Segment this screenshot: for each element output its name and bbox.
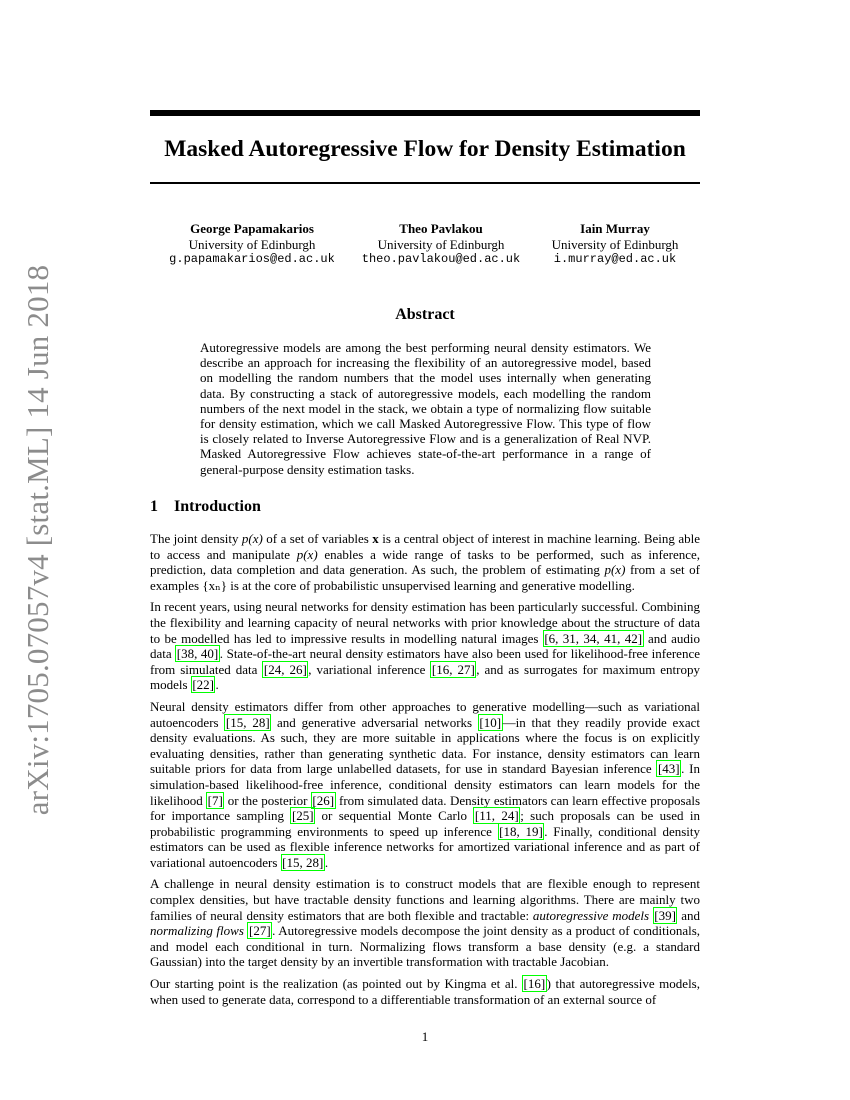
author-affiliation: University of Edinburgh (551, 236, 679, 252)
citation-link[interactable]: [11, 24] (474, 808, 519, 824)
author-email: theo.pavlakou@ed.ac.uk (361, 252, 521, 266)
paragraph-3: Neural density estimators differ from other approaches to generative modelling—such as variational autoencoders [15, 28] and generative adversarial networks [10] —in that they readily provide exact density evaluations. As such, they are more suitable in applications where the focus is on explicitly evaluating densities, rather than generating synthetic data. For instance, density estimators can learn suitable priors for data from large unlabelled datasets, for use in standard Bayesian inference [43] . In simulation-based likelihood-free inference, conditional density estimators can learn models for the likelihood [7] or the posterior [26] from simulated data. Density estimators can learn effective proposals for importance sampling [25] or sequential Monte Carlo [11, 24] ; such proposals can be used in probabilistic programming environments to speed up inference [18, 19] . Finally, conditional density estimators can be used as flexible inference networks for amortized variational inference and as part of variational autoencoders [15, 28] . (150, 698, 701, 870)
math-inline: x (372, 531, 379, 546)
paragraph-5: Our starting point is the realization (as pointed out by Kingma et al. [16] ) that autoregressive models, when used to generate data, correspond to a differentiable transformation of an external source of (150, 976, 700, 1007)
title-bottom-rule (150, 182, 700, 184)
title-top-rule (150, 110, 700, 116)
math-inline: p(x) (296, 546, 318, 562)
author-name: Iain Murray (580, 221, 650, 236)
paragraph-1: The joint density p(x) of a set of variables x is a central object of interest in machine learning. Being able to access and manipulate p(x) enables a wide range of tasks to be performed, such as inference, prediction, data completion and data generation. As such, the problem of estimating p(x) from a set of examples {xₙ} is at the core of probabilistic unsupervised learning and generative modelling. (150, 531, 701, 593)
citation-link[interactable]: [15, 28] (225, 714, 270, 730)
section-heading-introduction (150, 498, 261, 516)
citation-link[interactable]: [16] (523, 976, 546, 992)
author-email: g.papamakarios@ed.ac.uk (169, 252, 335, 266)
citation-link[interactable]: [25] (291, 808, 314, 824)
citation-link[interactable]: [43] (657, 761, 680, 777)
abstract-heading: Abstract (395, 306, 455, 323)
citation-link[interactable]: [24, 26] (263, 661, 307, 677)
emphasis: autoregressive models (532, 907, 650, 923)
citation-link[interactable]: [6, 31, 34, 41, 42] (544, 630, 643, 646)
section-title: Introduction (174, 498, 261, 515)
author-affiliation: University of Edinburgh (188, 236, 316, 252)
paragraph-4: A challenge in neural density estimation is to construct models that are flexible enough to represent complex densities, but have tractable density functions and learning algorithms. There are mainly two families of neural density estimators that are both flexible and tractable: autoregressive models [39] and normalizing flows [27] . Autoregressive models decompose the joint density as a product of conditionals, and model each conditional in turn. Normalizing flows transform a base density (e.g. a standard Gaussian) into the target density by an invertible transformation with tractable Jacobian. (150, 876, 701, 970)
paragraph-2: In recent years, using neural networks for density estimation has been particularly successful. Combining the flexibility and learning capacity of neural networks with prior knowledge about the structure of data to be modelled has led to impressive results in modelling natural images [6, 31, 34, 41, 42] and audio data [38, 40] . State-of-the-art neural density estimators have also been used for likelihood-free inference from simulated data [24, 26] , variational inference [16, 27] , and as surrogates for maximum entropy models [22] . (150, 599, 700, 693)
math-inline: {xₙ} (202, 577, 227, 593)
citation-link[interactable]: [18, 19] (499, 823, 543, 839)
section-number: 1 (150, 498, 158, 515)
author-name: Theo Pavlakou (399, 221, 483, 236)
citation-link[interactable]: [26] (312, 792, 335, 808)
citation-link[interactable]: [16, 27] (431, 661, 475, 677)
page-number: 1 (421, 1029, 429, 1044)
author-name: George Papamakarios (190, 221, 314, 236)
math-inline: p(x) (241, 531, 263, 546)
citation-link[interactable]: [15, 28] (282, 854, 324, 870)
author-email: i.murray@ed.ac.uk (553, 252, 677, 266)
abstract-text: Autoregressive models are among the best performing neural density estimators. We describe an approach for increasing the flexibility of an autoregressive model, based on modelling the random numbers that the model uses internally when generating data. By constructing a stack of autoregressive models, each modelling the random numbers of the next model in the stack, we obtain a type of normalizing flow suitable for density estimation, which we call Masked Autoregressive Flow. This type of flow is closely related to Inverse Autoregressive Flow and is a generalization of Real NVP. Masked Autoregressive Flow achieves state-of-the-art performance in a range of general-purpose density estimation tasks. (200, 340, 651, 477)
citation-link[interactable]: [10] (479, 714, 502, 730)
citation-link[interactable]: [39] (654, 907, 676, 923)
author-2 (350, 221, 532, 268)
citation-link[interactable]: [7] (207, 792, 223, 808)
citation-link[interactable]: [38, 40] (176, 646, 219, 662)
math-inline: p(x) (604, 562, 626, 578)
citation-link[interactable]: [27] (248, 923, 271, 939)
paper-title: Masked Autoregressive Flow for Density Estimation (164, 136, 686, 162)
introduction-body (150, 531, 700, 1013)
author-1 (160, 221, 344, 268)
citation-link[interactable]: [22] (192, 677, 214, 693)
author-3 (538, 221, 692, 268)
author-affiliation: University of Edinburgh (377, 236, 505, 252)
arxiv-identifier-stamp: arXiv:1705.07057v4 [stat.ML] 14 Jun 2018 (20, 264, 55, 816)
emphasis: normalizing flows (150, 923, 244, 939)
